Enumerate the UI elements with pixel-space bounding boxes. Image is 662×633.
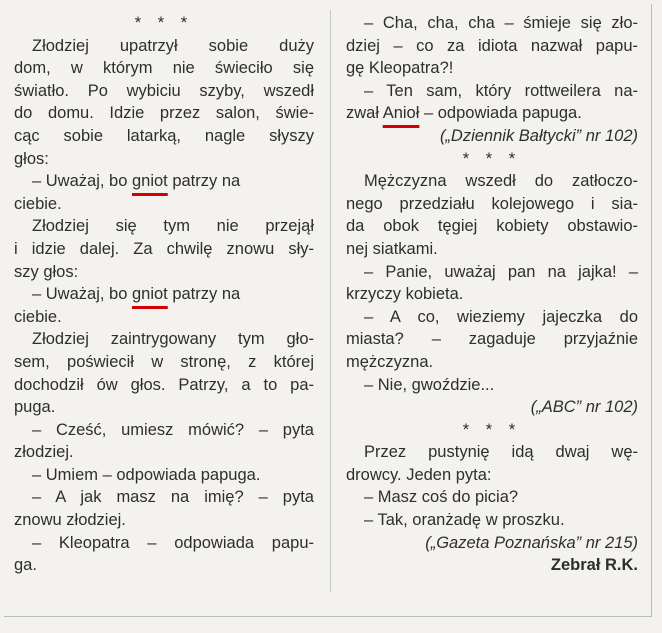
text-line: drowcy. Jeden pyta: <box>346 465 492 484</box>
text-line: Przez pustynię idą dwaj wę- <box>364 443 638 462</box>
underlined-word: gniot <box>131 285 168 304</box>
paragraph <box>14 35 314 171</box>
text-line: znowu złodziej. <box>14 511 126 530</box>
source-citation: („Dziennik Bałtycki” nr 102) <box>439 126 638 145</box>
text-line: – Cześć, umiesz mówić? – pyta <box>32 420 314 439</box>
paragraph <box>346 12 638 80</box>
text-line: – A co, wieziemy jajeczka do <box>364 307 638 326</box>
separator: * * * <box>462 149 522 168</box>
text-line: cąc sobie latarką, nagle słyszy <box>14 126 314 145</box>
right-column <box>346 12 638 577</box>
text-line: ciebie. <box>14 194 62 213</box>
text-line: nego przedziału kolejowego i sia- <box>346 194 638 213</box>
text-line: – Masz coś do picia? <box>364 488 519 507</box>
paragraph <box>346 261 638 306</box>
text-line: – Uważaj, bo gniot patrzy na <box>32 285 241 304</box>
text-line: puga. <box>14 398 56 417</box>
underlined-word: Anioł <box>382 104 420 123</box>
article-page <box>4 4 652 617</box>
paragraph <box>14 532 314 577</box>
paragraph <box>346 486 638 509</box>
source-citation: („ABC” nr 102) <box>530 398 638 417</box>
text-line: i idzie dalej. Za chwilę znowu sły- <box>14 239 314 258</box>
text-line: – Kleopatra – odpowiada papu- <box>32 533 314 552</box>
paragraph <box>346 306 638 374</box>
paragraph <box>346 509 638 532</box>
text-line: – Tak, oranżadę w proszku. <box>364 511 565 530</box>
text-line: szy głos: <box>14 262 79 281</box>
paragraph <box>346 374 638 397</box>
text-line: miasta? – zagaduje przyjaźnie <box>346 330 638 349</box>
column-divider <box>330 10 331 592</box>
text-line: sem, poświecił w stronę, z której <box>14 352 314 371</box>
paragraph <box>346 170 638 260</box>
paragraph <box>14 486 314 531</box>
text-line: gę Kleopatra?! <box>346 59 454 78</box>
text-line: – Uważaj, bo gniot patrzy na <box>32 172 241 191</box>
text-line: da obok tęgiej kobiety obstawio- <box>346 217 638 236</box>
text-line: – Panie, uważaj pan na jajka! – <box>364 262 638 281</box>
paragraph <box>14 170 314 215</box>
paragraph <box>14 215 314 283</box>
text-line: dom, w którym nie świeciło się <box>14 59 314 78</box>
paragraph <box>14 283 314 328</box>
text-line: Złodziej zaintrygowany tym gło- <box>32 330 314 349</box>
text-line: nej siatkami. <box>346 239 438 258</box>
text-line: dochodził ów głos. Patrzy, a to pa- <box>14 375 314 394</box>
text-line: – Nie, gwoździe... <box>364 375 495 394</box>
left-column <box>14 12 314 577</box>
paragraph <box>14 328 314 418</box>
separator: * * * <box>462 420 522 439</box>
text-line: światło. Po wybiciu szyby, wszedł <box>14 81 314 100</box>
text-line: – Ten sam, który rottweilera na- <box>364 81 638 100</box>
paragraph <box>14 464 314 487</box>
text-line: Złodziej się tym nie przejął <box>32 217 314 236</box>
paragraph <box>346 441 638 486</box>
text-line: – A jak masz na imię? – pyta <box>32 488 314 507</box>
paragraph <box>346 80 638 125</box>
separator: * * * <box>134 14 194 32</box>
text-line: krzyczy kobieta. <box>346 285 464 304</box>
text-line: ga. <box>14 556 37 575</box>
author-credit: Zebrał R.K. <box>550 556 638 575</box>
text-line: – Cha, cha, cha – śmieje się zło- <box>364 14 638 32</box>
text-line: Mężczyzna wszedł do zatłoczo- <box>364 172 638 191</box>
text-line: mężczyzna. <box>346 352 434 371</box>
source-citation: („Gazeta Poznańska” nr 215) <box>425 533 638 552</box>
text-line: złodziej. <box>14 443 74 462</box>
text-line: Złodziej upatrzył sobie duży <box>32 36 314 55</box>
text-line: ciebie. <box>14 307 62 326</box>
text-line: – Umiem – odpowiada papuga. <box>32 465 261 484</box>
underlined-word: gniot <box>131 172 168 191</box>
text-line: do domu. Idzie przez salon, świe- <box>14 104 314 123</box>
text-line: dziej – co za idiota nazwał papu- <box>346 36 638 55</box>
paragraph <box>14 419 314 464</box>
text-line: głos: <box>14 149 49 168</box>
text-line: zwał Anioł – odpowiada papuga. <box>346 104 582 123</box>
